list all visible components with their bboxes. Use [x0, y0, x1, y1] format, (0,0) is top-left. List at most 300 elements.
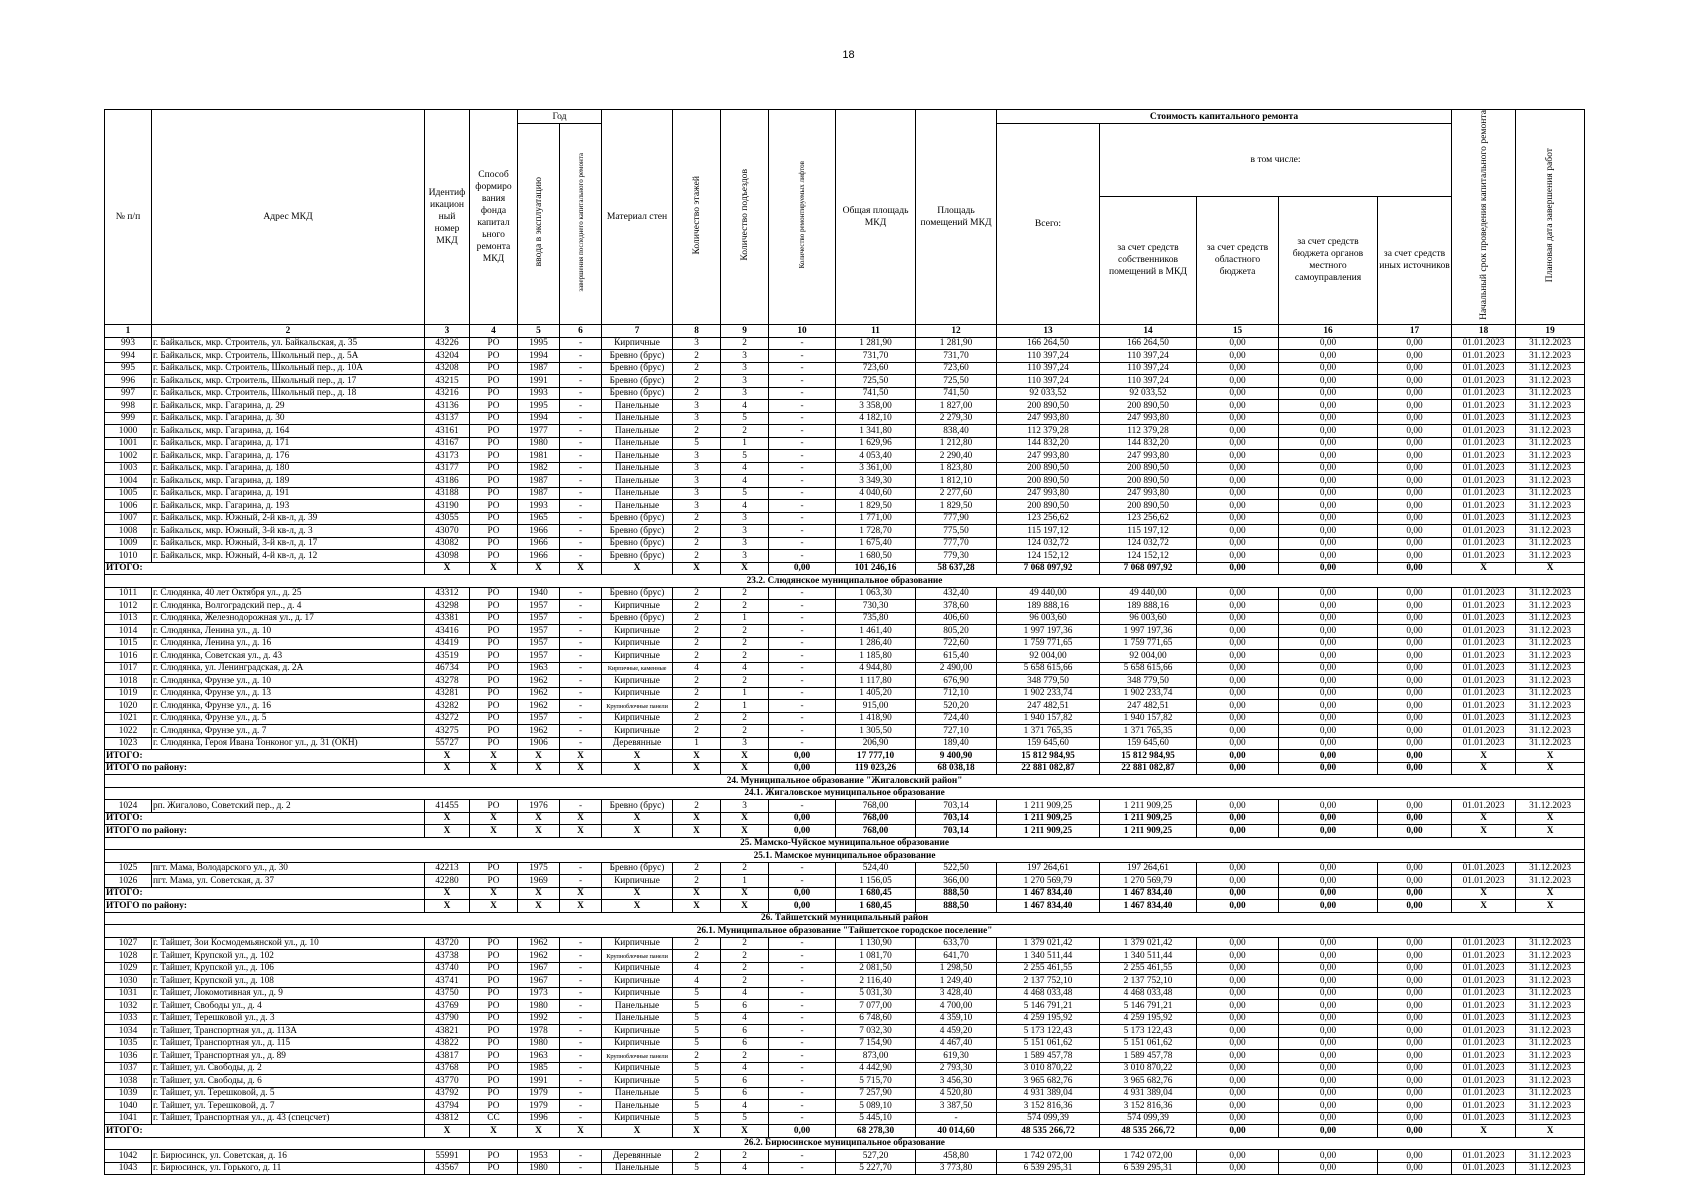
table-row	[105, 1075, 1585, 1088]
table-cell: -	[560, 937, 602, 950]
table-cell: 2	[673, 950, 721, 963]
table-cell: 0,00	[1279, 425, 1378, 438]
table-cell: 0,00	[1279, 587, 1378, 600]
table-cell: -	[769, 625, 836, 638]
table-row	[105, 650, 1585, 663]
table-cell: 2	[721, 587, 769, 600]
table-cell: 1 823,80	[916, 462, 997, 475]
total-cell: 22 881 082,87	[1100, 762, 1197, 775]
table-cell: 2 793,30	[916, 1062, 997, 1075]
table-cell: 5 658 615,66	[1100, 662, 1197, 675]
table-cell: 6	[721, 1025, 769, 1038]
table-cell: 768,00	[836, 800, 916, 813]
table-cell: 4	[721, 1012, 769, 1025]
total-cell: 1 680,45	[836, 887, 916, 900]
table-cell: Бревно (брус)	[602, 800, 673, 813]
table-cell: 31.12.2023	[1516, 800, 1585, 813]
table-cell: 01.01.2023	[1452, 662, 1516, 675]
table-cell: 43822	[425, 1037, 470, 1050]
table-cell: 1906	[518, 737, 560, 750]
table-cell: 01.01.2023	[1452, 600, 1516, 613]
table-cell: -	[560, 600, 602, 613]
header-lifts: Количество ремонтируемых лифтов	[798, 161, 807, 269]
table-cell: 43419	[425, 637, 470, 650]
table-cell: -	[769, 350, 836, 363]
table-cell: 1011	[105, 587, 152, 600]
address-cell: г. Тайшет, Локомотивная ул., д. 9	[152, 987, 425, 1000]
table-cell: 31.12.2023	[1516, 612, 1585, 625]
table-cell: 0,00	[1197, 637, 1279, 650]
table-cell: РО	[470, 437, 518, 450]
table-cell: 31.12.2023	[1516, 625, 1585, 638]
table-cell: 2 255 461,55	[1100, 962, 1197, 975]
table-cell: 1982	[518, 462, 560, 475]
table-row	[105, 525, 1585, 538]
total-cell: 22 881 082,87	[997, 762, 1100, 775]
table-cell: 247 993,80	[1100, 450, 1197, 463]
total-cell: X	[721, 762, 769, 775]
table-cell: -	[769, 975, 836, 988]
table-cell: Панельные	[602, 400, 673, 413]
table-cell: 197 264,61	[997, 862, 1100, 875]
address-cell: г. Слюдянка, Советская ул., д. 43	[152, 650, 425, 663]
total-cell: X	[673, 1125, 721, 1138]
table-row	[105, 1037, 1585, 1050]
table-cell: 1962	[518, 937, 560, 950]
table-cell: Бревно (брус)	[602, 362, 673, 375]
table-cell: 43794	[425, 1100, 470, 1113]
table-cell: 2	[673, 725, 721, 738]
table-cell: РО	[470, 487, 518, 500]
address-cell: г. Байкальск, мкр. Гагарина, д. 191	[152, 487, 425, 500]
table-cell: 0,00	[1197, 400, 1279, 413]
table-cell: 31.12.2023	[1516, 387, 1585, 400]
table-cell: 1957	[518, 650, 560, 663]
section-heading-row	[105, 837, 1585, 850]
table-cell: 1 371 765,35	[997, 725, 1100, 738]
table-cell: 0,00	[1197, 725, 1279, 738]
table-cell: 712,10	[916, 687, 997, 700]
table-cell: 1975	[518, 862, 560, 875]
table-cell: 724,40	[916, 712, 997, 725]
table-row	[105, 937, 1585, 950]
table-cell: 731,70	[916, 350, 997, 363]
total-cell: X	[518, 1125, 560, 1138]
table-cell: 2 137 752,10	[1100, 975, 1197, 988]
address-cell: г. Байкальск, мкр. Южный, 2-й кв-л, д. 39	[152, 512, 425, 525]
table-cell: Панельные	[602, 425, 673, 438]
table-cell: 996	[105, 375, 152, 388]
total-cell: 1 211 909,25	[1100, 812, 1197, 825]
table-cell: 0,00	[1378, 1025, 1452, 1038]
table-cell: 159 645,60	[997, 737, 1100, 750]
table-cell: 01.01.2023	[1452, 412, 1516, 425]
header-local: за счет средств бюджета органов местного самоуправления	[1279, 197, 1378, 325]
total-cell: 0,00	[1279, 750, 1378, 763]
table-cell: РО	[470, 375, 518, 388]
table-cell: 1043	[105, 1162, 152, 1175]
total-cell: 0,00	[1197, 562, 1279, 575]
table-cell: 1 829,50	[916, 500, 997, 513]
table-cell: Панельные	[602, 450, 673, 463]
table-cell: 0,00	[1197, 512, 1279, 525]
table-cell: 1996	[518, 1112, 560, 1125]
table-cell: 200 890,50	[1100, 500, 1197, 513]
table-cell: 3 361,00	[836, 462, 916, 475]
total-row	[105, 900, 1585, 913]
total-cell: 0,00	[1378, 562, 1452, 575]
table-cell: 0,00	[1378, 387, 1452, 400]
table-cell: 1 418,90	[836, 712, 916, 725]
table-cell: 0,00	[1197, 587, 1279, 600]
table-cell: 01.01.2023	[1452, 712, 1516, 725]
table-cell: 1021	[105, 712, 152, 725]
table-cell: 0,00	[1197, 662, 1279, 675]
table-cell: 3	[673, 475, 721, 488]
table-cell: 206,90	[836, 737, 916, 750]
table-cell: -	[560, 650, 602, 663]
table-cell: 49 440,00	[1100, 587, 1197, 600]
table-row	[105, 412, 1585, 425]
total-cell: X	[673, 887, 721, 900]
table-cell: 31.12.2023	[1516, 1162, 1585, 1175]
table-row	[105, 625, 1585, 638]
total-cell: 1 211 909,25	[997, 812, 1100, 825]
table-cell: 43136	[425, 400, 470, 413]
column-number: 12	[916, 324, 997, 337]
total-cell: X	[1452, 750, 1516, 763]
table-cell: 4 040,60	[836, 487, 916, 500]
table-cell: 432,40	[916, 587, 997, 600]
table-cell: 1962	[518, 950, 560, 963]
table-cell: 1042	[105, 1150, 152, 1163]
table-cell: 0,00	[1197, 1087, 1279, 1100]
table-cell: 2	[673, 862, 721, 875]
table-cell: 5	[721, 450, 769, 463]
header-other: за счет средств иных источников	[1378, 197, 1452, 325]
table-cell: 43190	[425, 500, 470, 513]
table-cell: 43720	[425, 937, 470, 950]
table-cell: 2	[673, 425, 721, 438]
table-cell: 31.12.2023	[1516, 1012, 1585, 1025]
table-cell: 1035	[105, 1037, 152, 1050]
table-cell: 31.12.2023	[1516, 400, 1585, 413]
table-cell: 0,00	[1378, 800, 1452, 813]
table-cell: -	[769, 600, 836, 613]
table-cell: 5 227,70	[836, 1162, 916, 1175]
table-row	[105, 987, 1585, 1000]
table-cell: -	[560, 612, 602, 625]
table-cell: 0,00	[1378, 625, 1452, 638]
section-title: 26.2. Бирюсинское муниципальное образование	[105, 1137, 1585, 1150]
table-cell: 1979	[518, 1100, 560, 1113]
table-cell: 725,50	[916, 375, 997, 388]
total-cell: X	[560, 825, 602, 838]
table-cell: 01.01.2023	[1452, 500, 1516, 513]
table-cell: 43082	[425, 537, 470, 550]
table-cell: 2 255 461,55	[997, 962, 1100, 975]
table-cell: 5 445,10	[836, 1112, 916, 1125]
table-cell: 0,00	[1197, 487, 1279, 500]
table-cell: -	[560, 700, 602, 713]
table-cell: -	[560, 362, 602, 375]
table-cell: 0,00	[1197, 1000, 1279, 1013]
table-cell: 92 004,00	[1100, 650, 1197, 663]
table-cell: 995	[105, 362, 152, 375]
total-cell: 703,14	[916, 812, 997, 825]
table-cell: 633,70	[916, 937, 997, 950]
table-cell: 1007	[105, 512, 152, 525]
table-cell: 92 004,00	[997, 650, 1100, 663]
table-cell: -	[560, 987, 602, 1000]
table-cell: -	[769, 437, 836, 450]
total-cell: 0,00	[1197, 825, 1279, 838]
table-cell: 2	[673, 650, 721, 663]
table-cell: РО	[470, 962, 518, 975]
table-row	[105, 600, 1585, 613]
table-cell: 0,00	[1197, 1050, 1279, 1063]
table-cell: 3	[673, 400, 721, 413]
table-row	[105, 437, 1585, 450]
table-cell: 4	[673, 662, 721, 675]
table-cell: 2	[721, 650, 769, 663]
table-cell: 406,60	[916, 612, 997, 625]
table-cell: 3	[673, 487, 721, 500]
table-cell: Бревно (брус)	[602, 350, 673, 363]
table-cell: 0,00	[1279, 1100, 1378, 1113]
table-cell: -	[769, 425, 836, 438]
table-row	[105, 350, 1585, 363]
table-cell: 189 888,16	[1100, 600, 1197, 613]
table-cell: 0,00	[1378, 412, 1452, 425]
table-cell: 722,60	[916, 637, 997, 650]
table-cell: 1031	[105, 987, 152, 1000]
column-number: 9	[721, 324, 769, 337]
table-cell: -	[769, 700, 836, 713]
table-cell: -	[769, 950, 836, 963]
table-cell: 01.01.2023	[1452, 950, 1516, 963]
table-cell: -	[560, 1112, 602, 1125]
table-cell: -	[560, 1000, 602, 1013]
table-cell: 01.01.2023	[1452, 875, 1516, 888]
table-row	[105, 1012, 1585, 1025]
section-title: 25. Мамско-Чуйское муниципальное образование	[105, 837, 1585, 850]
address-cell: рп. Жигалово, Советский пер., д. 2	[152, 800, 425, 813]
table-cell: 01.01.2023	[1452, 450, 1516, 463]
header-year: Год	[518, 110, 602, 124]
table-cell: РО	[470, 1162, 518, 1175]
table-cell: -	[560, 687, 602, 700]
table-cell: -	[769, 962, 836, 975]
table-cell: 144 832,20	[997, 437, 1100, 450]
total-cell: X	[560, 750, 602, 763]
table-cell: 31.12.2023	[1516, 875, 1585, 888]
table-cell: 2	[721, 712, 769, 725]
table-cell: 4	[721, 462, 769, 475]
table-cell: 1 063,30	[836, 587, 916, 600]
table-cell: Бревно (брус)	[602, 537, 673, 550]
table-cell: -	[769, 1162, 836, 1175]
table-cell: 1966	[518, 537, 560, 550]
table-cell: РО	[470, 937, 518, 950]
table-cell: 1953	[518, 1150, 560, 1163]
table-cell: -	[560, 412, 602, 425]
table-cell: 01.01.2023	[1452, 350, 1516, 363]
table-cell: -	[560, 637, 602, 650]
table-cell: -	[769, 1025, 836, 1038]
table-cell: 0,00	[1197, 437, 1279, 450]
table-cell: 1 680,50	[836, 550, 916, 563]
table-cell: 0,00	[1279, 387, 1378, 400]
table-row	[105, 950, 1585, 963]
total-cell: 888,50	[916, 887, 997, 900]
table-cell: 0,00	[1279, 437, 1378, 450]
table-cell: 01.01.2023	[1452, 375, 1516, 388]
table-cell: 0,00	[1197, 550, 1279, 563]
section-title: 24. Муниципальное образование "Жигаловский район"	[105, 775, 1585, 788]
table-cell: 43272	[425, 712, 470, 725]
total-cell: 58 637,28	[916, 562, 997, 575]
table-cell: 1 771,00	[836, 512, 916, 525]
table-cell: РО	[470, 400, 518, 413]
total-cell: 48 535 266,72	[1100, 1125, 1197, 1138]
table-cell: Панельные	[602, 1100, 673, 1113]
total-cell: 0,00	[769, 887, 836, 900]
table-cell: 43381	[425, 612, 470, 625]
table-cell: 110 397,24	[997, 375, 1100, 388]
column-number: 11	[836, 324, 916, 337]
table-cell: -	[769, 450, 836, 463]
address-cell: г. Байкальск, мкр. Гагарина, д. 193	[152, 500, 425, 513]
table-cell: 01.01.2023	[1452, 625, 1516, 638]
table-cell: 0,00	[1378, 450, 1452, 463]
header-year-commission: ввода в эксплуатацию	[532, 177, 544, 267]
total-cell: 768,00	[836, 812, 916, 825]
table-cell: 1009	[105, 537, 152, 550]
table-cell: 1005	[105, 487, 152, 500]
column-number: 7	[602, 324, 673, 337]
table-cell: 01.01.2023	[1452, 550, 1516, 563]
table-cell: 2	[673, 687, 721, 700]
table-row	[105, 1162, 1585, 1175]
table-cell: 1994	[518, 412, 560, 425]
total-label: ИТОГО по району:	[105, 762, 425, 775]
table-cell: 777,70	[916, 537, 997, 550]
table-cell: 0,00	[1279, 1162, 1378, 1175]
address-cell: г. Тайшет, Транспортная ул., д. 113А	[152, 1025, 425, 1038]
table-cell: 1013	[105, 612, 152, 625]
table-cell: 31.12.2023	[1516, 1025, 1585, 1038]
table-cell: 2	[721, 862, 769, 875]
table-cell: 0,00	[1197, 375, 1279, 388]
table-cell: 1957	[518, 637, 560, 650]
table-cell: 01.01.2023	[1452, 1100, 1516, 1113]
table-cell: Кирпичные	[602, 975, 673, 988]
table-cell: 1026	[105, 875, 152, 888]
table-cell: 0,00	[1279, 862, 1378, 875]
table-cell: 43416	[425, 625, 470, 638]
total-cell: X	[560, 1125, 602, 1138]
table-cell: 2	[673, 675, 721, 688]
table-cell: 0,00	[1279, 1087, 1378, 1100]
address-cell: пгт. Мама, ул. Советская, д. 37	[152, 875, 425, 888]
table-row	[105, 550, 1585, 563]
table-cell: РО	[470, 675, 518, 688]
table-cell: 43215	[425, 375, 470, 388]
table-cell: 31.12.2023	[1516, 937, 1585, 950]
table-cell: 2	[721, 1150, 769, 1163]
section-heading-row	[105, 787, 1585, 800]
table-cell: -	[560, 1012, 602, 1025]
table-cell: -	[560, 375, 602, 388]
table-cell: 1018	[105, 675, 152, 688]
table-cell: 2	[673, 525, 721, 538]
table-cell: -	[560, 400, 602, 413]
table-cell: РО	[470, 712, 518, 725]
address-cell: г. Слюдянка, Фрунзе ул., д. 7	[152, 725, 425, 738]
total-row	[105, 825, 1585, 838]
table-cell: 0,00	[1279, 550, 1378, 563]
table-cell: -	[560, 975, 602, 988]
table-row	[105, 1150, 1585, 1163]
table-cell: 55991	[425, 1150, 470, 1163]
table-cell: -	[560, 462, 602, 475]
table-cell: 3 456,30	[916, 1075, 997, 1088]
table-cell: 5 031,30	[836, 987, 916, 1000]
address-cell: г. Байкальск, мкр. Строитель, Школьный пер., д. 17	[152, 375, 425, 388]
total-cell: 0,00	[1378, 825, 1452, 838]
table-cell: 1 341,80	[836, 425, 916, 438]
table-cell: 1 281,90	[836, 337, 916, 350]
table-cell: -	[560, 475, 602, 488]
table-cell: 1993	[518, 500, 560, 513]
table-row	[105, 700, 1585, 713]
table-cell: 0,00	[1279, 875, 1378, 888]
total-cell: 1 211 909,25	[1100, 825, 1197, 838]
table-cell: 1962	[518, 700, 560, 713]
table-cell: 5	[721, 487, 769, 500]
table-cell: 4	[721, 987, 769, 1000]
table-cell: 112 379,28	[997, 425, 1100, 438]
table-cell: -	[560, 525, 602, 538]
table-row	[105, 1112, 1585, 1125]
table-cell: 0,00	[1378, 662, 1452, 675]
table-cell: 1 827,00	[916, 400, 997, 413]
total-cell: 7 068 097,92	[997, 562, 1100, 575]
total-cell: 48 535 266,72	[997, 1125, 1100, 1138]
table-cell: 92 033,52	[1100, 387, 1197, 400]
table-cell: 01.01.2023	[1452, 975, 1516, 988]
table-cell: 3	[721, 387, 769, 400]
address-cell: г. Тайшет, ул. Терешковой, д. 7	[152, 1100, 425, 1113]
table-cell: Кирпичные	[602, 712, 673, 725]
table-cell: РО	[470, 1075, 518, 1088]
table-cell: 2	[721, 1050, 769, 1063]
table-cell: 1001	[105, 437, 152, 450]
table-cell: 0,00	[1378, 675, 1452, 688]
table-row	[105, 1062, 1585, 1075]
total-cell: 0,00	[1378, 887, 1452, 900]
table-cell: 1991	[518, 375, 560, 388]
table-cell: 4	[721, 662, 769, 675]
table-cell: 4 931 389,04	[1100, 1087, 1197, 1100]
total-cell: X	[560, 812, 602, 825]
table-cell: 2	[721, 962, 769, 975]
table-cell: 43282	[425, 700, 470, 713]
total-cell: X	[602, 887, 673, 900]
total-row	[105, 750, 1585, 763]
address-cell: г. Тайшет, Крупской ул., д. 102	[152, 950, 425, 963]
